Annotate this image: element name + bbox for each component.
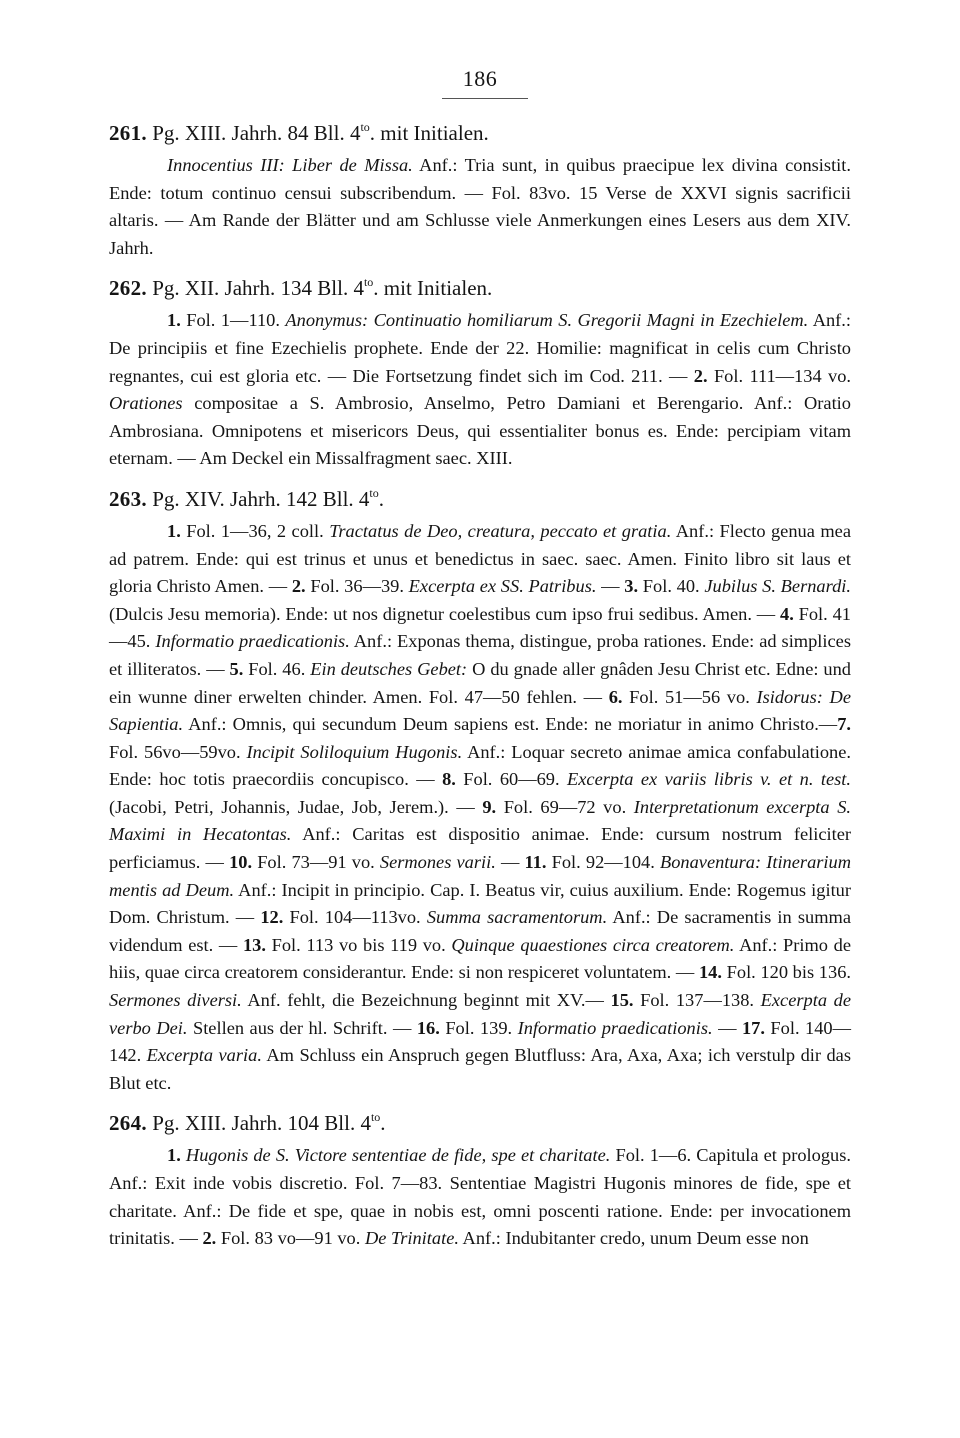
text-run: Fol. 137—138. (633, 990, 761, 1011)
entry-heading (109, 271, 851, 305)
title-run: Interpretationum excerpta S. Maximi in Hecatontas. (109, 796, 851, 845)
title-run: Isidorus: De Sapientia. (109, 686, 851, 735)
text-run: Fol. 1—36, 2 coll. (180, 520, 330, 541)
entry-paragraph (109, 152, 851, 262)
text-run: Fol. 92—104. (546, 852, 660, 873)
text-run: Fol. 120 bis 136. (721, 962, 851, 983)
text-run: Fol. 1—6. Capitula et prologus. Anf.: Exit inde vobis discretio. Fol. 7—83. Sententiae Magistri Hugonis minores de fide, spe et charitate. Anf.: De fide et spe, quae in nobis est, omni poscenti ratione. Ende: per invocationem trinitatis. — (109, 1145, 851, 1249)
item-number: 16. (416, 1017, 440, 1038)
entry-number: 263. (109, 486, 147, 511)
entry-description: Pg. XIII. Jahrh. 104 Bll. 4 (152, 1111, 371, 1136)
title-run: Informatio praedicationis. (517, 1017, 713, 1038)
item-number: 11. (524, 852, 547, 873)
title-run: Anonymus: Continuatio homiliarum S. Gregorii Magni in Ezechielem. (285, 310, 809, 331)
entry-description-tail: . mit Initialen. (369, 121, 489, 145)
text-run: Fol. 60—69. (455, 769, 568, 790)
text-run: Anf.: Caritas est dispositio animae. Ende: cursum nostrum feliciter perficiamus. — (109, 824, 851, 873)
format-superscript: to (370, 1110, 381, 1125)
text-run: Anf.: Tria sunt, in quibus praecipue lex divina consistit. Ende: totum continuo censui subscribendum. — Fol. 83vo. 15 Verse de XXVI signis sacrificii altaris. — Am Rande der Blätter und am Schlusse viele Anmerkungen eines Lesers aus dem XIV. Jahrh. (109, 155, 851, 258)
text-run: Fol. 41—45. (109, 603, 852, 652)
title-run: Innocentius III: Liber de Missa. (167, 155, 413, 175)
item-number: 2. (291, 576, 306, 597)
item-number: 13. (242, 934, 266, 955)
text-run: Stellen aus der hl. Schrift. — (187, 1017, 417, 1038)
entry-number: 264. (109, 1111, 147, 1136)
entry-description-tail: . (378, 486, 385, 511)
text-run: Anf.: Loquar secreto animae amica confabulatione. Ende: hoc totis praecordiis concupisco. — (109, 741, 851, 790)
title-run: Tractatus de Deo, creatura, peccato et gratia. (329, 520, 672, 541)
text-run: Anf.: Primo de hiis, quae circa creatorem considerantur. Ende: si non respiceret voluntatem. — (109, 934, 852, 983)
entry-paragraph (109, 518, 851, 1097)
entry-number: 262. (109, 276, 147, 301)
title-run: Quinque quaestiones circa creatorem. (451, 934, 735, 955)
item-number: 12. (260, 907, 284, 928)
text-run: Fol. 113 vo bis 119 vo. (265, 934, 452, 955)
text-run: Fol. 69—72 vo. (496, 796, 634, 817)
text-run: (Dulcis Jesu memoria). Ende: ut nos dignetur coelestibus cum ipso frui sedibus. Amen. — (109, 603, 780, 624)
text-run: Fol. 56vo—59vo. (109, 741, 247, 762)
entry-description: Pg. XIII. Jahrh. 84 Bll. 4 (152, 121, 361, 145)
catalog-column (109, 116, 851, 1253)
item-number: 1. (167, 1145, 181, 1166)
title-run: Excerpta de verbo Dei. (109, 990, 851, 1038)
text-run: Anf.: Flecto genua mea ad patrem. Ende: qui est trinus et unus et benedictus in saec. saec. Amen. Finito libro sit laus et gloria Christo Amen. — (109, 520, 851, 597)
entry-heading (109, 1106, 851, 1140)
item-number: 5. (229, 658, 244, 679)
title-run: Excerpta ex SS. Patribus. (408, 576, 597, 597)
entry-heading (109, 116, 851, 150)
text-run: Anf.: Omnis, qui secundum Deum sapiens est. Ende: ne moriatur in animo Christo.— (183, 714, 838, 735)
catalog-entry-261 (109, 116, 851, 262)
title-run: Informatio praedicationis. (155, 631, 350, 652)
text-run: Am Schluss ein Anspruch gegen Blutfluss: Ara, Axa, Axa; ich verstulp dir das Blut etc. (109, 1045, 851, 1093)
item-number: 1. (167, 520, 181, 541)
entry-description: Pg. XII. Jahrh. 134 Bll. 4 (152, 276, 364, 301)
item-number: 15. (610, 990, 634, 1011)
text-run: Anf.: Indubitanter credo, unum Deum esse non (458, 1228, 809, 1249)
item-number: 7. (837, 714, 851, 735)
title-run: Hugonis de S. Victore sententiae de fide, spe et charitate. (185, 1145, 611, 1166)
text-run: Fol. 1—110. (180, 310, 286, 331)
text-run: Fol. 40. (638, 576, 705, 597)
entry-paragraph (109, 307, 851, 473)
entry-description-tail: . mit Initialen. (373, 276, 493, 301)
entry-description: Pg. XIV. Jahrh. 142 Bll. 4 (152, 486, 370, 511)
item-number: 1. (167, 310, 181, 331)
item-number: 17. (741, 1017, 765, 1038)
format-superscript: to (360, 120, 370, 134)
text-run: Anf.: Exponas thema, distingue, proba rationes. Ende: ad simplices et illiteratos. — (109, 631, 851, 679)
text-run: Fol. 83 vo—91 vo. (216, 1228, 365, 1249)
item-number: 8. (442, 769, 456, 790)
title-run: Incipit Soliloquium Hugonis. (246, 741, 463, 762)
item-number: 10. (229, 852, 253, 873)
item-number: 2. (202, 1228, 217, 1249)
text-run: Fol. 73—91 vo. (252, 852, 380, 873)
text-run: Fol. 36—39. (305, 576, 409, 597)
entry-body (109, 152, 851, 262)
catalog-entry-262 (109, 271, 851, 473)
entry-paragraph (109, 1142, 851, 1252)
title-run: Sermones varii. (379, 852, 496, 873)
text-run: Fol. 111—134 vo. (707, 365, 851, 386)
text-run: Anf.: De sacramentis in summa videndum est. — (109, 907, 851, 955)
text-run: Fol. 139. (439, 1017, 518, 1038)
text-run: (Jacobi, Petri, Johannis, Judae, Job, Jerem.). — (109, 796, 483, 817)
catalog-entry-263 (109, 482, 851, 1097)
item-number: 4. (780, 603, 794, 624)
text-run: — (712, 1017, 742, 1038)
format-superscript: to (369, 485, 379, 500)
text-run: O du gnade aller gnâden Jesu Christ etc. Edne: und ein wunne diner erwelten chinder. Amen. Fol. 47—50 fehlen. — (109, 658, 851, 707)
title-run: Sermones diversi. (109, 990, 242, 1011)
entry-body (109, 307, 851, 473)
catalog-entry-264 (109, 1106, 851, 1252)
item-number: 9. (482, 796, 497, 817)
entry-number: 261. (109, 121, 147, 145)
item-number: 14. (698, 962, 722, 983)
title-run: Jubilus S. Bernardi. (704, 576, 852, 597)
title-run: Orationes (109, 393, 183, 414)
text-run: — (495, 852, 525, 873)
entry-heading (109, 482, 851, 516)
item-number: 2. (693, 365, 708, 386)
title-run: De Trinitate. (364, 1228, 459, 1249)
entry-body (109, 518, 851, 1097)
title-run: Bonaventura: Itinerarium mentis ad Deum. (109, 852, 852, 900)
title-run: Excerpta ex variis libris v. et n. test. (567, 769, 851, 790)
text-run: Anf.: Incipit in principio. Cap. I. Beatus vir, cuius auxilium. Ende: Rogemus igitur Dom. Christum. — (109, 879, 852, 928)
title-run: Ein deutsches Gebet: (310, 658, 468, 679)
item-number: 3. (624, 576, 639, 597)
title-run: Excerpta varia. (146, 1045, 262, 1066)
text-run: Fol. 51—56 vo. (622, 686, 757, 707)
text-run: Anf.: De principiis et fine Ezechielis prophete. Ende der 22. Homilie: magnificat in celis cum Christo regnantes, cui est gloria etc. — Die Fortsetzung findet sich im Cod. 211. — (109, 310, 852, 386)
title-run: Summa sacramentorum. (426, 907, 608, 928)
page-number: 186 (462, 66, 498, 91)
text-run: Fol. 104—113vo. (283, 907, 427, 928)
entry-description-tail: . (380, 1111, 386, 1136)
item-number: 6. (608, 686, 623, 707)
text-run: compositae a S. Ambrosio, Anselmo, Petro Damiani et Berengario. Anf.: Oratio Ambrosiana. Omnipotens et misericors Deus, qui essentialiter bonus es. Ende: percipiam vitam eternam. — Am Deckel ein Missalfragment saec. XIII. (109, 393, 851, 469)
text-run: Fol. 46. (243, 658, 311, 679)
entry-body (109, 1142, 851, 1252)
page-number-rule (442, 98, 528, 99)
text-run: Anf. fehlt, die Bezeichnung beginnt mit XV.— (241, 990, 611, 1011)
text-run: — (596, 576, 625, 597)
format-superscript: to (363, 275, 374, 290)
text-run: Fol. 140—142. (109, 1017, 851, 1066)
